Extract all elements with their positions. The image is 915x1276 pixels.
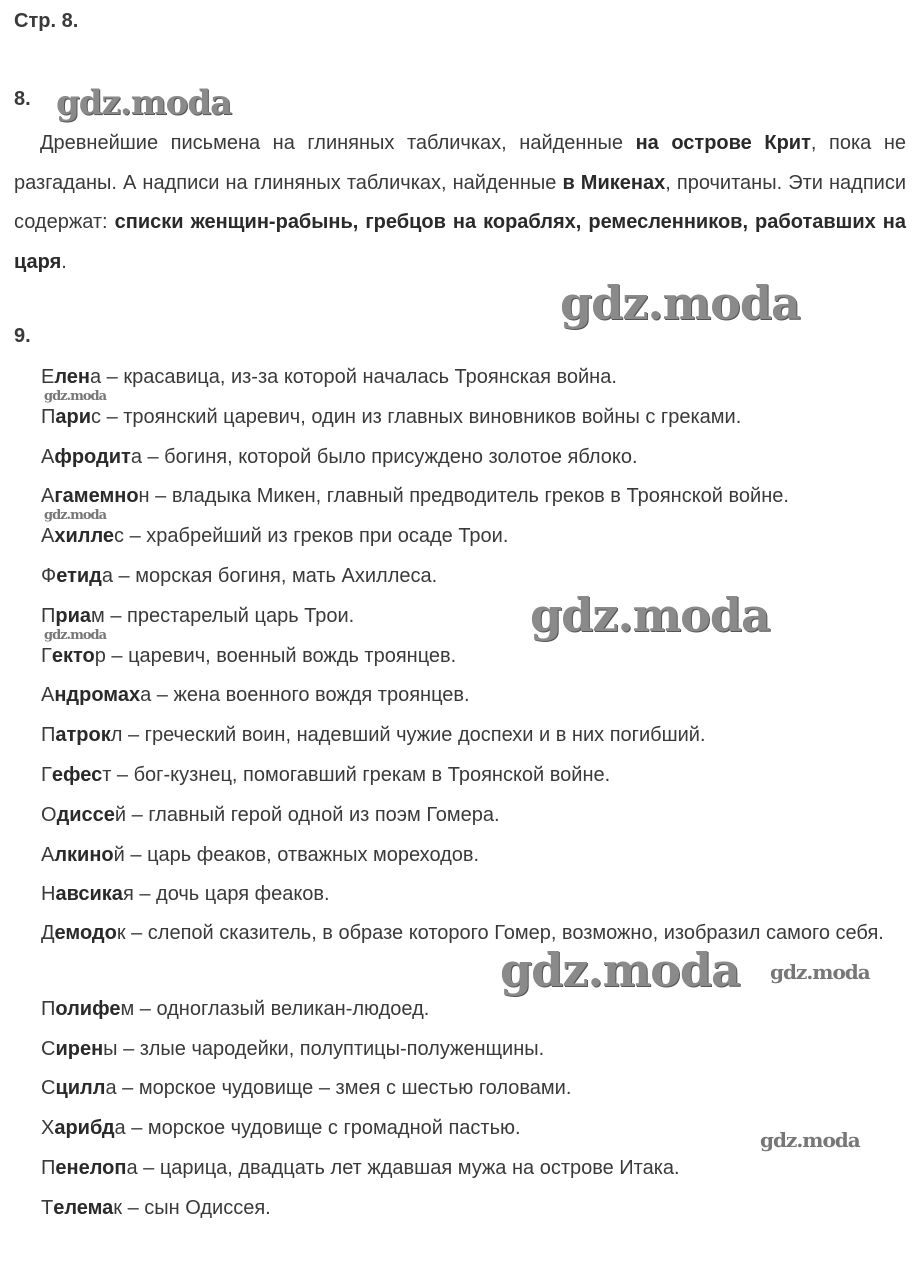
- watermark-logo: gdz.moda: [500, 943, 740, 997]
- name-bold-part: емодо: [54, 922, 117, 945]
- name-description: – храбрейший из греков при осаде Трои.: [124, 525, 509, 548]
- name-last-letter: а: [126, 1156, 138, 1179]
- name-bold-part: ирен: [55, 1037, 104, 1060]
- name-bold-part: риа: [55, 604, 92, 627]
- task-8-answer: [14, 124, 906, 282]
- answer-text: , пока не разгаданы. А надписи на глиняных табличках, найденные: [14, 132, 907, 194]
- list-item: [14, 840, 906, 880]
- name-bold-part: етид: [56, 564, 102, 587]
- name-description: – злые чародейки, полуптицы-полуженщины.: [117, 1037, 545, 1060]
- name-first-letter: П: [41, 405, 56, 428]
- name-description: – сын Одиссея.: [122, 1196, 271, 1219]
- watermark-logo: gdz.moda: [530, 588, 770, 642]
- name-description: – царь феаков, отважных мореходов.: [124, 843, 480, 866]
- name-bold-part: гамемно: [54, 485, 139, 508]
- name-first-letter: Н: [41, 883, 56, 906]
- name-last-letter: а: [130, 445, 142, 468]
- list-item: [14, 994, 906, 1034]
- name-first-letter: А: [41, 684, 55, 707]
- watermark-logo: gdz.moda: [560, 276, 800, 330]
- watermark-logo: gdz.moda: [44, 508, 107, 523]
- name-last-letter: с: [91, 405, 102, 428]
- name-last-letter: я: [122, 883, 134, 906]
- name-description: – одноглазый великан-людоед.: [134, 997, 430, 1020]
- name-bold-part: атрок: [55, 724, 111, 747]
- name-bold-part: ари: [55, 405, 92, 428]
- name-first-letter: А: [41, 485, 55, 508]
- name-bold-part: диссе: [56, 803, 115, 826]
- watermark-logo: gdz.moda: [760, 1128, 860, 1152]
- name-first-letter: П: [41, 997, 56, 1020]
- answer-text: Древнейшие письмена на глиняных табличках, найденные: [40, 132, 636, 154]
- list-item: [14, 1034, 906, 1074]
- name-first-letter: Д: [41, 922, 55, 945]
- name-description: – бог-кузнец, помогавший грекам в Троянской войне.: [111, 763, 611, 786]
- name-bold-part: авсика: [55, 883, 123, 906]
- list-item: [14, 641, 906, 681]
- watermark-logo: gdz.moda: [56, 83, 232, 123]
- name-first-letter: П: [41, 724, 56, 747]
- list-item: [14, 1073, 906, 1113]
- watermark-logo: gdz.moda: [44, 389, 107, 404]
- name-bold-part: ндромах: [54, 684, 141, 707]
- name-last-letter: н: [138, 485, 150, 508]
- name-bold-part: лен: [54, 366, 90, 388]
- name-last-letter: й: [114, 803, 127, 826]
- name-bold-part: ефес: [51, 763, 103, 786]
- list-item: [14, 561, 906, 601]
- name-bold-part: арибд: [54, 1117, 115, 1140]
- name-first-letter: С: [41, 1077, 56, 1100]
- name-description: – царица, двадцать лет ждавшая мужа на острове Итака.: [137, 1156, 680, 1179]
- name-first-letter: Е: [41, 366, 55, 388]
- name-description: – главный герой одной из поэм Гомера.: [126, 803, 500, 826]
- task-8-number: 8.: [14, 88, 31, 110]
- name-last-letter: а: [101, 564, 113, 587]
- name-description: – престарелый царь Трои.: [104, 604, 355, 627]
- name-first-letter: А: [41, 445, 55, 468]
- name-last-letter: р: [94, 644, 106, 667]
- name-description: – морское чудовище с громадной пастью.: [125, 1117, 521, 1140]
- answer-highlight: списки женщин-рабынь, гребцов на кораблях, ремесленников, работавших на царя: [14, 211, 906, 273]
- name-first-letter: Ф: [41, 564, 57, 587]
- task-9-number: 9.: [14, 325, 31, 347]
- name-bold-part: цилл: [55, 1077, 106, 1100]
- name-first-letter: П: [41, 604, 56, 627]
- name-last-letter: с: [114, 525, 125, 548]
- watermark-logo: gdz.moda: [770, 960, 870, 984]
- name-last-letter: т: [102, 763, 112, 786]
- name-last-letter: к: [113, 1196, 123, 1219]
- list-item: [14, 521, 906, 561]
- answer-highlight: в Микенах: [562, 171, 666, 194]
- name-last-letter: к: [116, 922, 126, 945]
- list-item: [14, 601, 906, 641]
- name-first-letter: О: [41, 803, 57, 826]
- name-description: – морское чудовище – змея с шестью головами.: [116, 1077, 572, 1100]
- name-description: – троянский царевич, один из главных виновников войны с греками.: [101, 405, 742, 428]
- name-description: – дочь царя феаков.: [133, 883, 330, 906]
- name-last-letter: м: [91, 604, 105, 627]
- name-description: – слепой сказитель, в образе которого Гомер, возможно, изобразил самого себя.: [125, 922, 884, 945]
- answer-text: .: [61, 250, 67, 273]
- name-first-letter: С: [41, 1037, 56, 1060]
- answer-highlight: на острове Крит: [635, 132, 811, 154]
- name-last-letter: а: [114, 1117, 126, 1140]
- list-item: [14, 800, 906, 840]
- name-first-letter: А: [41, 843, 55, 866]
- name-last-letter: ы: [103, 1037, 118, 1060]
- name-description: – греческий воин, надевший чужие доспехи и в них погибший.: [122, 724, 706, 747]
- list-item: [14, 720, 906, 760]
- page-title: Стр. 8.: [14, 10, 79, 32]
- list-item: [14, 481, 906, 521]
- name-first-letter: Г: [41, 644, 52, 667]
- list-item: [14, 402, 906, 442]
- watermark-logo: gdz.moda: [44, 628, 107, 643]
- name-description: – царевич, военный вождь троянцев.: [105, 644, 457, 667]
- task-9-list: [14, 362, 906, 1233]
- name-last-letter: й: [113, 843, 125, 866]
- name-description: – владыка Микен, главный предводитель греков в Троянской войне.: [149, 485, 789, 508]
- answer-text: , прочитаны. Эти надписи содержат:: [14, 171, 906, 233]
- name-first-letter: А: [41, 525, 55, 548]
- list-item: [14, 442, 906, 482]
- list-item: [14, 760, 906, 800]
- name-last-letter: м: [120, 997, 135, 1020]
- list-item: [14, 1193, 906, 1233]
- name-bold-part: хилле: [54, 525, 115, 548]
- name-last-letter: а: [140, 684, 152, 707]
- name-first-letter: П: [41, 1156, 56, 1179]
- name-description: – морская богиня, мать Ахиллеса.: [113, 564, 438, 587]
- list-item: [14, 362, 906, 402]
- name-bold-part: олифе: [55, 997, 121, 1020]
- name-first-letter: Х: [41, 1117, 55, 1140]
- name-bold-part: елема: [53, 1196, 114, 1219]
- name-last-letter: л: [110, 724, 123, 747]
- name-bold-part: фродит: [54, 445, 131, 468]
- name-last-letter: а: [105, 1077, 117, 1100]
- name-description: – красавица, из-за которой началась Троянская война.: [101, 366, 617, 388]
- name-last-letter: а: [90, 366, 102, 388]
- name-bold-part: екто: [51, 644, 95, 667]
- name-description: – богиня, которой было присуждено золотое яблоко.: [141, 445, 638, 468]
- name-first-letter: Т: [41, 1196, 54, 1219]
- name-bold-part: енелоп: [55, 1156, 127, 1179]
- name-bold-part: лкино: [54, 843, 114, 866]
- list-item: [14, 1153, 906, 1193]
- name-description: – жена военного вождя троянцев.: [151, 684, 470, 707]
- list-item: [14, 680, 906, 720]
- name-first-letter: Г: [41, 763, 52, 786]
